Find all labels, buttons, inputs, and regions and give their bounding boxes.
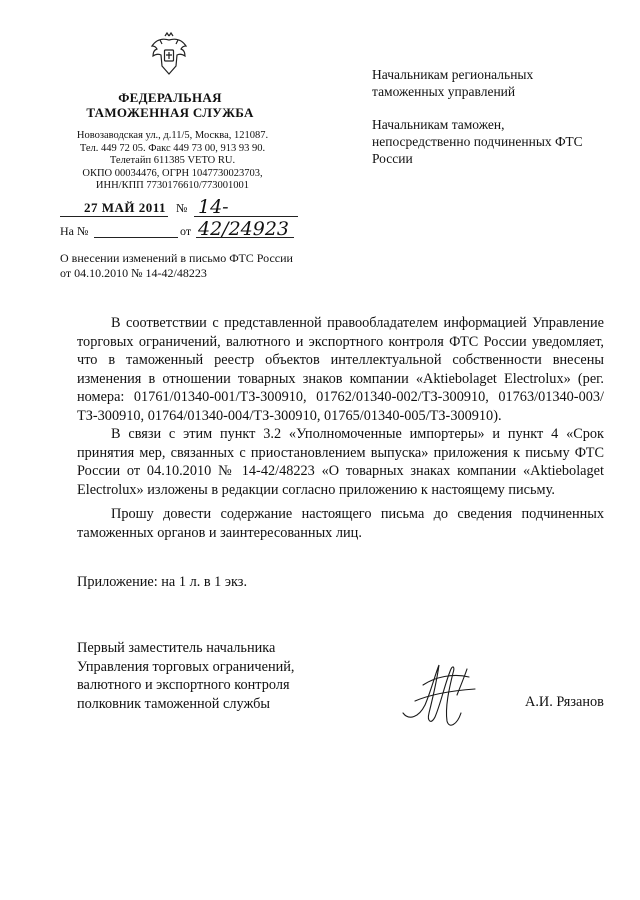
address-line: Телетайп 611385 VETO RU.	[109, 155, 236, 167]
signer-position-line: Управления торговых ограничений,	[77, 658, 295, 675]
date-underline	[60, 216, 168, 217]
body-paragraph: В связи с этим пункт 3.2 «Уполномоченные импортеры» и пункт 4 «Срок принятия мер, связанных с приостановлением выпуска» приложения к письму ФТС России от 04.10.2010 № 14-42/48223 «О товарных знаках компании «Aktiebolaget Electrolux» изложены в редакции согласно приложению к настоящему письму.	[77, 426, 604, 498]
reference-line	[60, 224, 300, 240]
address-line: Новозаводская ул., д.11/5, Москва, 121087.	[76, 130, 269, 141]
signer-position-line: валютного и экспортного контроля	[77, 677, 290, 693]
number-underline	[194, 216, 298, 217]
addressee: Начальникам таможен, непосредственно подчиненных ФТС России	[372, 117, 583, 166]
org-line-1: ФЕДЕРАЛЬНАЯ	[118, 90, 222, 105]
org-line-2: ТАМОЖЕННАЯ СЛУЖБА	[86, 105, 254, 120]
signer-name: А.И. Рязанов	[525, 694, 604, 710]
registration-date: 27 МАЙ 2011	[84, 200, 167, 215]
body-paragraph: Прошу довести содержание настоящего письма до сведения подчиненных таможенных органов и заинтересованных лиц.	[77, 506, 604, 541]
ref-from-underline	[196, 237, 294, 238]
signer-position-line: Первый заместитель начальника	[77, 640, 276, 656]
signer-position-line: полковник таможенной службы	[77, 695, 271, 712]
letter-subject: О внесении изменений в письмо ФТС России от 04.10.2010 № 14-42/48223	[60, 251, 293, 280]
ref-number-underline	[94, 237, 178, 238]
organization-name	[60, 90, 280, 120]
number-label: №	[176, 201, 188, 215]
attachment-note: Приложение: на 1 л. в 1 экз.	[77, 574, 248, 590]
registration-number: 14-42/24923	[198, 196, 290, 240]
address-line: ИНН/КПП 7730176610/773001001	[95, 180, 250, 192]
address-block	[55, 130, 290, 193]
emblem-icon	[148, 30, 190, 78]
letter-body	[77, 314, 604, 542]
ref-from-label: от	[180, 224, 192, 238]
address-line: ОКПО 00034476, ОГРН 1047730023703,	[82, 167, 263, 179]
address-line: Тел. 449 72 05. Факс 449 73 00, 913 93 90.	[79, 142, 266, 154]
signer-position	[77, 639, 337, 713]
addressee: Начальникам региональных таможенных управлений	[372, 67, 534, 99]
ref-number-label: На №	[60, 224, 89, 238]
addressees	[372, 66, 602, 183]
signature-icon	[395, 655, 485, 735]
body-paragraph: В соответствии с представленной правообладателем информацией Управление торговых ограничений, валютного и экспортного контроля ФТС России уведомляет, что в таможенный реестр объектов интеллектуальной собственности внесены изменения в отношении товарных знаков компании «Aktiebolaget Electrolux» (рег. номера: 01761/01340-001/ТЗ-300910, 01762/01340-002/ТЗ-300910, 01763/01340-003/ТЗ-300910, 01764/01340-004/ТЗ-300910, 01765/01340-005/ТЗ-300910).	[77, 315, 604, 424]
